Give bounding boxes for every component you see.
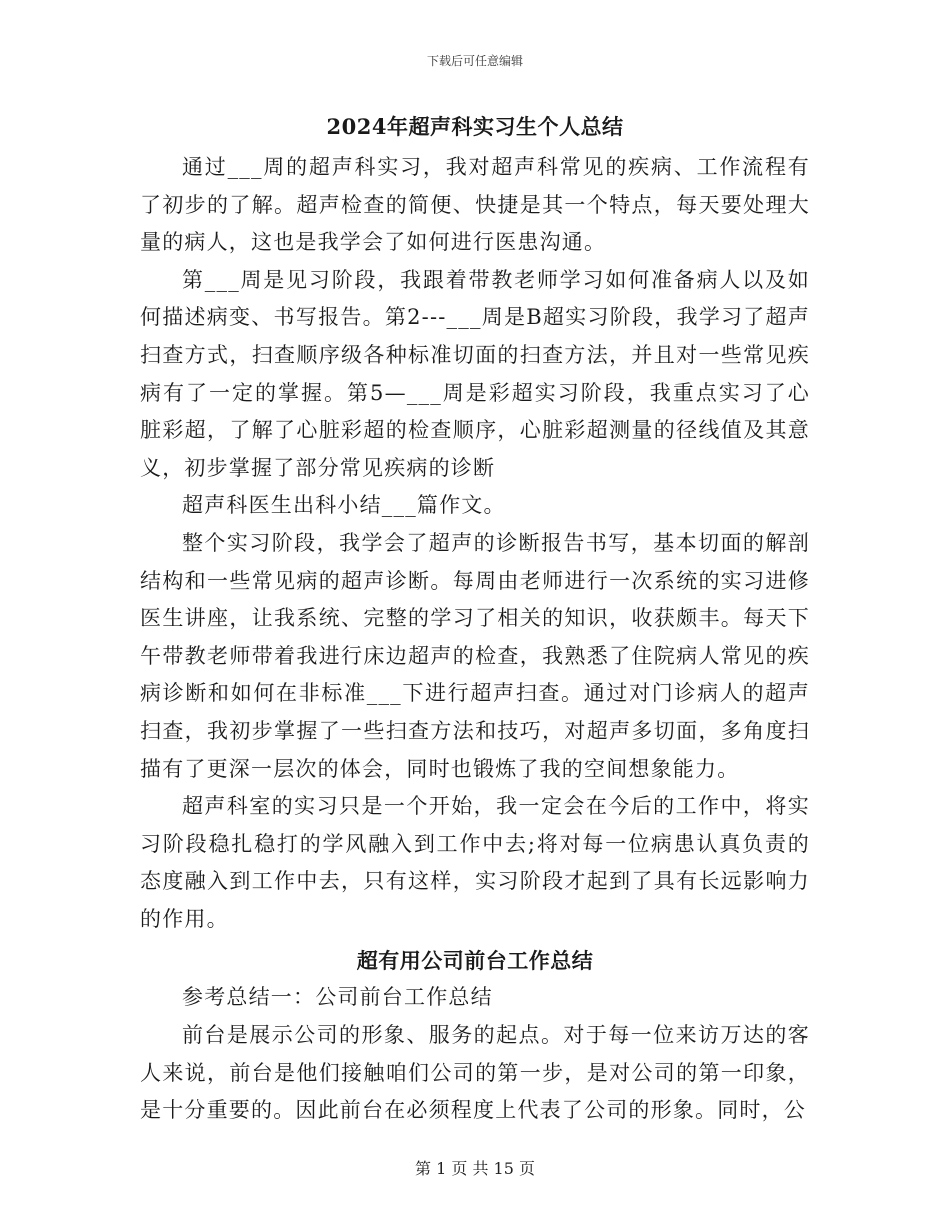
page-header: 下载后可任意编辑	[426, 54, 523, 68]
paragraph: 通过___周的超声科实习，我对超声科常见的疾病、工作流程有了初步的了解。超声检查的简便、快捷是其一个特点，每天要处理大量的病人，这也是我学会了如何进行医患沟通。	[140, 155, 810, 255]
paragraph: 超声科室的实习只是一个开始，我一定会在今后的工作中，将实习阶段稳扎稳打的学风融入到工作中去;将对每一位病患认真负责的态度融入到工作中去，只有这样，实习阶段才起到了具有长远影响力的作用。	[140, 794, 810, 931]
paragraph: 前台是展示公司的形象、服务的起点。对于每一位来访万达的客人来说，前台是他们接触咱们公司的第一步，是对公司的第一印象，是十分重要的。因此前台在必须程度上代表了公司的形象。同时，公	[140, 1023, 810, 1123]
paragraph: 参考总结一：公司前台工作总结	[182, 985, 493, 1010]
paragraph: 第___周是见习阶段，我跟着带教老师学习如何准备病人以及如何描述病变、书写报告。第2---___周是B超实习阶段，我学习了超声扫查方式，扫查顺序级各种标准切面的扫查方法，并且对一些常见疾病有了一定的掌握。第5—___周是彩超实习阶段，我重点实习了心脏彩超，了解了心脏彩超的检查顺序，心脏彩超测量的径线值及其意义，初步掌握了部分常见疾病的诊断	[140, 267, 810, 480]
paragraph: 整个实习阶段，我学会了超声的诊断报告书写，基本切面的解剖结构和一些常见病的超声诊断。每周由老师进行一次系统的实习进修医生讲座，让我系统、完整的学习了相关的知识，收获颇丰。每天下午带教老师带着我进行床边超声的检查，我熟悉了住院病人常见的疾病诊断和如何在非标准___下进行超声扫查。通过对门诊病人的超声扫查，我初步掌握了一些扫查方法和技巧，对超声多切面，多角度扫描有了更深一层次的体会，同时也锻炼了我的空间想象能力。	[140, 530, 810, 781]
page-number: 第 1 页 共 15 页	[415, 1159, 535, 1178]
section-title: 超有用公司前台工作总结	[356, 948, 594, 974]
document-body	[140, 108, 810, 1130]
document-title: 2024年超声科实习生个人总结	[326, 114, 624, 139]
paragraph: 超声科医生出科小结___篇作文。	[182, 493, 506, 518]
